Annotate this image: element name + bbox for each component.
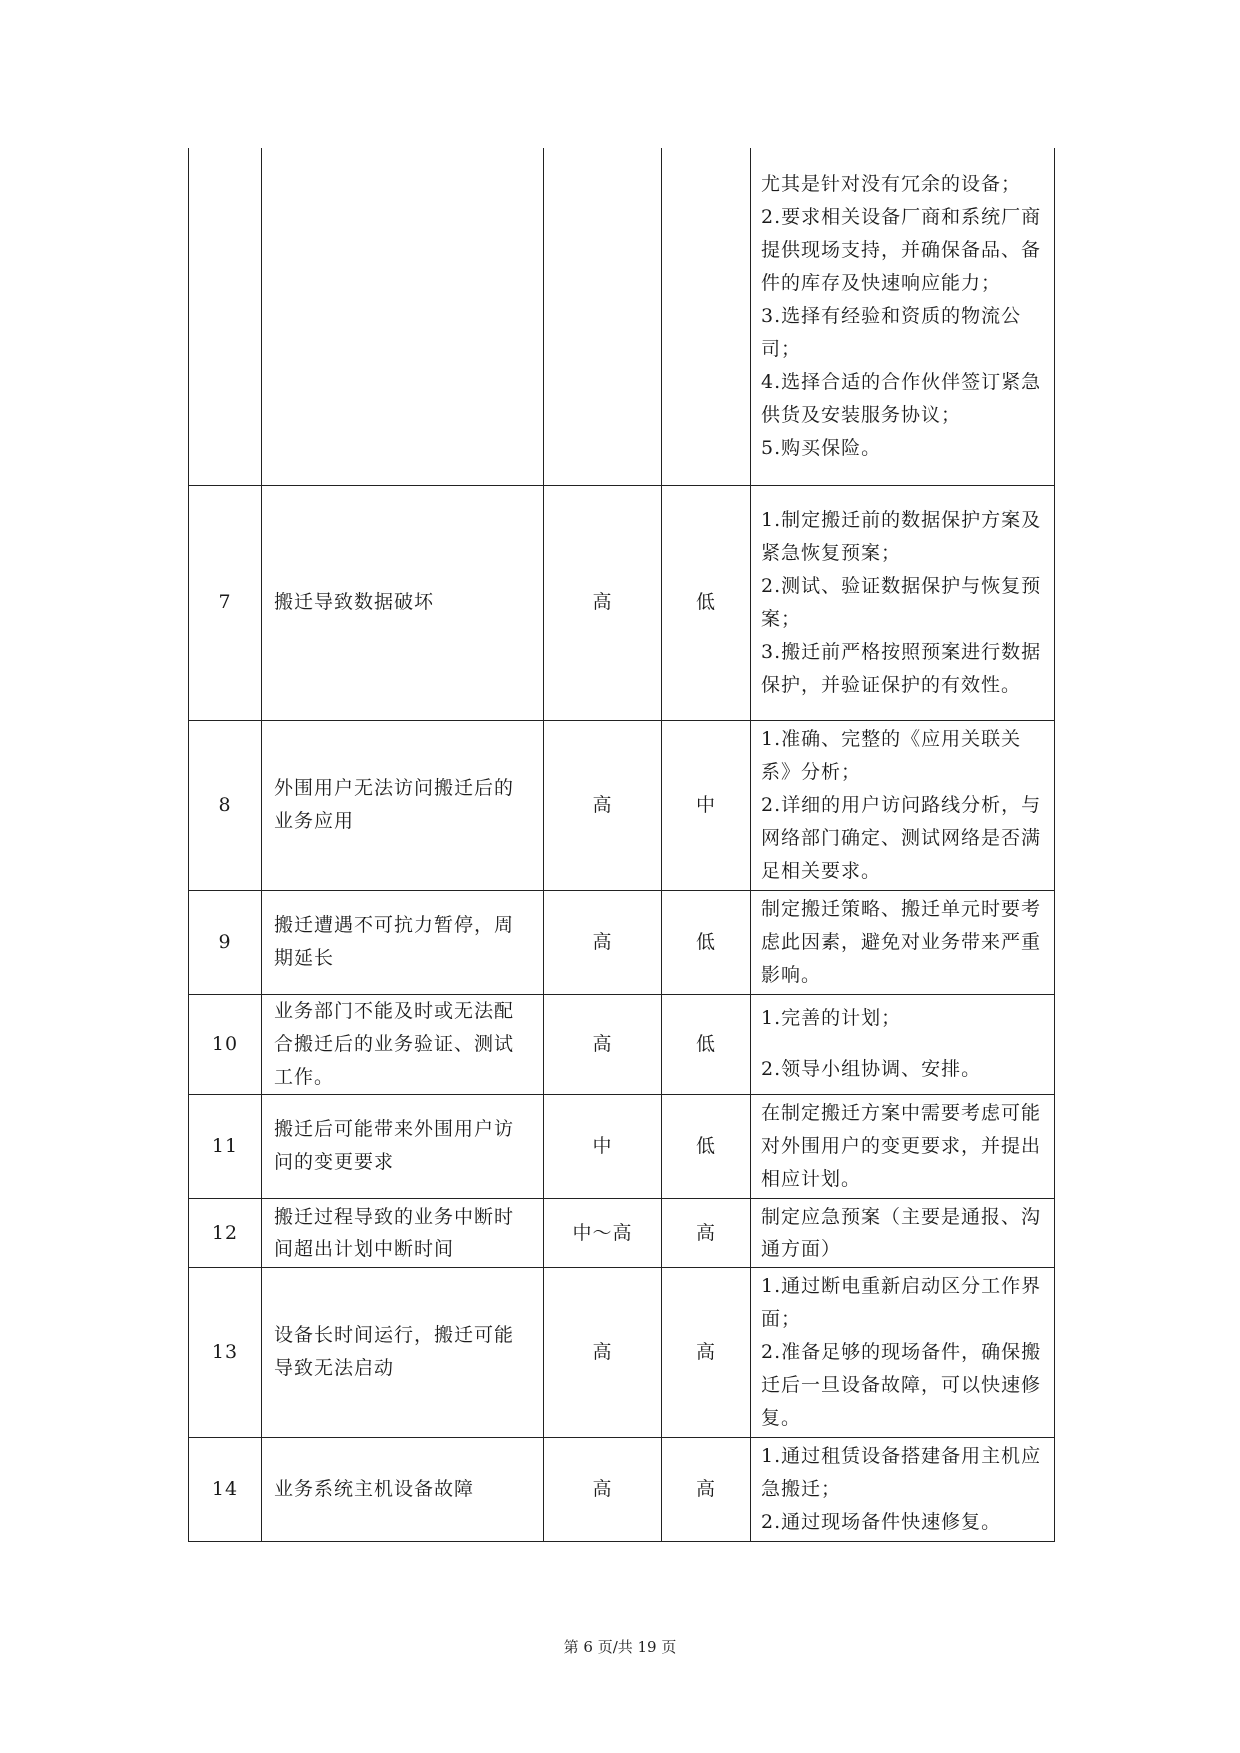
risk-table	[188, 148, 1055, 1542]
risk-description: 设备长时间运行，搬迁可能导致无法启动	[262, 1267, 544, 1437]
table-row	[189, 1198, 1055, 1267]
table-row	[189, 1437, 1055, 1541]
table-row	[189, 148, 1055, 485]
mitigation-measures	[751, 890, 1055, 994]
table-row	[189, 720, 1055, 890]
risk-description: 搬迁后可能带来外围用户访问的变更要求	[262, 1094, 544, 1198]
measure-item: 3.选择有经验和资质的物流公司；	[761, 304, 1022, 360]
impact-level: 高	[544, 720, 662, 890]
table-row	[189, 485, 1055, 720]
measure-item: 2.要求相关设备厂商和系统厂商提供现场支持，并确保备品、备件的库存及快速响应能力；	[761, 205, 1042, 294]
measure-item: 4.选择合适的合作伙伴签订紧急供货及安装服务协议；	[761, 370, 1042, 426]
measure-item: 1.通过租赁设备搭建备用主机应急搬迁；	[761, 1444, 1042, 1500]
measure-item: 1.通过断电重新启动区分工作界面；	[761, 1274, 1042, 1330]
risk-description: 业务部门不能及时或无法配合搬迁后的业务验证、测试工作。	[262, 994, 544, 1094]
measure-item: 1.完善的计划；	[761, 1007, 902, 1029]
row-number: 9	[189, 890, 262, 994]
mitigation-measures	[751, 720, 1055, 890]
row-number: 12	[189, 1198, 262, 1267]
mitigation-measures	[751, 1198, 1055, 1267]
measure-item: 5.购买保险。	[761, 436, 882, 459]
risk-description: 业务系统主机设备故障	[262, 1437, 544, 1541]
row-number: 10	[189, 994, 262, 1094]
impact-level: 中～高	[544, 1198, 662, 1267]
table-row	[189, 1094, 1055, 1198]
measure-item: 1.制定搬迁前的数据保护方案及紧急恢复预案；	[761, 508, 1042, 564]
measure-item: 尤其是针对没有冗余的设备；	[761, 172, 1022, 195]
mitigation-measures	[751, 1094, 1055, 1198]
measure-item: 2.详细的用户访问路线分析，与网络部门确定、测试网络是否满足相关要求。	[761, 793, 1042, 882]
probability-level: 低	[662, 1094, 751, 1198]
mitigation-measures	[751, 148, 1055, 485]
probability-level: 低	[662, 994, 751, 1094]
impact-level	[544, 148, 662, 485]
row-number: 13	[189, 1267, 262, 1437]
measure-item: 2.通过现场备件快速修复。	[761, 1510, 1002, 1533]
risk-description: 外围用户无法访问搬迁后的业务应用	[262, 720, 544, 890]
mitigation-measures	[751, 1267, 1055, 1437]
measure-item: 2.测试、验证数据保护与恢复预案；	[761, 574, 1042, 630]
impact-level: 高	[544, 994, 662, 1094]
measure-item: 1.准确、完整的《应用关联关系》分析；	[761, 727, 1022, 783]
probability-level: 高	[662, 1267, 751, 1437]
impact-level: 高	[544, 890, 662, 994]
risk-description: 搬迁过程导致的业务中断时间超出计划中断时间	[262, 1198, 544, 1267]
table-row	[189, 1267, 1055, 1437]
measure-item: 在制定搬迁方案中需要考虑可能对外围用户的变更要求，并提出相应计划。	[761, 1101, 1042, 1190]
risk-description: 搬迁导致数据破坏	[262, 485, 544, 720]
table-row	[189, 890, 1055, 994]
mitigation-measures	[751, 485, 1055, 720]
row-number: 14	[189, 1437, 262, 1541]
row-number	[189, 148, 262, 485]
probability-level: 高	[662, 1437, 751, 1541]
impact-level: 中	[544, 1094, 662, 1198]
row-number: 8	[189, 720, 262, 890]
probability-level: 中	[662, 720, 751, 890]
probability-level: 高	[662, 1198, 751, 1267]
impact-level: 高	[544, 1437, 662, 1541]
row-number: 11	[189, 1094, 262, 1198]
row-number: 7	[189, 485, 262, 720]
mitigation-measures	[751, 994, 1055, 1094]
measure-item: 制定搬迁策略、搬迁单元时要考虑此因素，避免对业务带来严重影响。	[761, 897, 1042, 986]
page-footer: 第 6 页/共 19 页	[563, 1638, 677, 1656]
measure-item: 3.搬迁前严格按照预案进行数据保护，并验证保护的有效性。	[761, 640, 1042, 696]
mitigation-measures	[751, 1437, 1055, 1541]
measure-item: 2.准备足够的现场备件，确保搬迁后一旦设备故障，可以快速修复。	[761, 1340, 1042, 1429]
probability-level: 低	[662, 890, 751, 994]
measure-item: 2.领导小组协调、安排。	[761, 1058, 982, 1080]
table-row	[189, 994, 1055, 1094]
risk-description	[262, 148, 544, 485]
probability-level	[662, 148, 751, 485]
probability-level: 低	[662, 485, 751, 720]
measure-item: 制定应急预案（主要是通报、沟通方面）	[761, 1205, 1042, 1260]
impact-level: 高	[544, 485, 662, 720]
risk-description: 搬迁遭遇不可抗力暂停，周期延长	[262, 890, 544, 994]
impact-level: 高	[544, 1267, 662, 1437]
